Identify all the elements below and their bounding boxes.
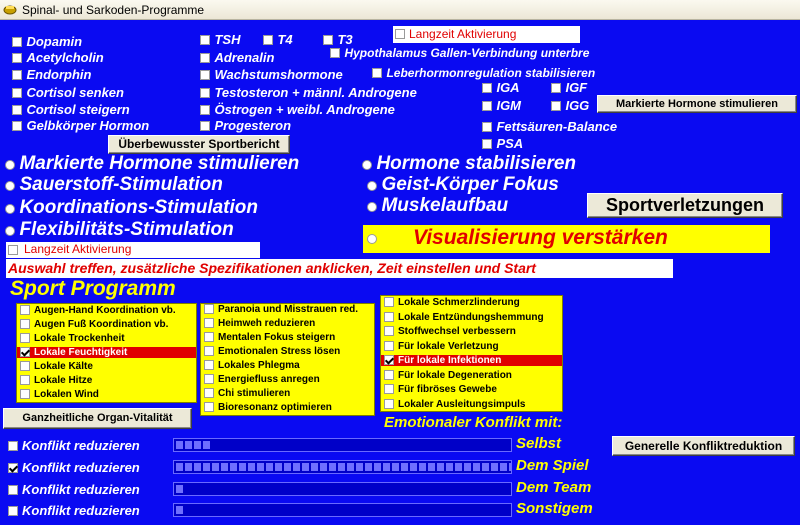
panel-option-label: Lokale Feuchtigkeit [34,347,128,358]
radio-button[interactable] [367,202,377,212]
checkbox[interactable] [204,304,214,314]
panel-option-label: Für lokale Degeneration [398,369,512,381]
checkbox[interactable] [200,53,210,63]
checkbox[interactable] [384,355,394,365]
panel-option-label: Energiefluss anregen [218,374,320,385]
panel-option-label: Lokale Schmerzlinderung [398,297,520,308]
progress-fill [176,485,183,493]
instruction-bar: Auswahl treffen, zusätzliche Spezifikationen anklicken, Zeit einstellen und Start [6,259,673,278]
panel-option[interactable] [20,305,176,316]
panel-option[interactable] [204,346,340,357]
checkbox[interactable] [20,319,30,329]
konflikt-label: Konflikt reduzieren [22,482,140,497]
igf-item[interactable]: IGF [551,79,587,97]
konflikt-progress-bar [173,438,512,452]
psa-item[interactable]: PSA [482,135,523,153]
radio-hormone-stabilisieren[interactable]: Hormone stabilisieren [362,153,576,175]
checkbox[interactable] [263,35,273,45]
hormone-item-t3[interactable]: T3 [323,31,353,49]
checkbox[interactable] [20,389,30,399]
panel-option[interactable] [384,399,525,410]
checkbox[interactable] [204,388,214,398]
panel-option-label: Lokalen Wind [34,389,99,400]
konflikt-label: Konflikt reduzieren [22,460,140,475]
checkbox[interactable] [384,370,394,380]
radio-button[interactable] [5,204,15,214]
panel-option[interactable] [20,389,99,400]
checkbox[interactable] [200,35,210,45]
checkbox[interactable] [482,101,492,111]
radio-markierte-hormone[interactable]: Markierte Hormone stimulieren [5,153,299,175]
checkbox[interactable] [12,88,22,98]
checkbox[interactable] [20,361,30,371]
panel-option-label: Augen-Hand Koordination vb. [34,305,176,316]
radio-button[interactable] [5,181,15,191]
konfliktreduktion-button[interactable]: Generelle Konfliktreduktion [612,436,795,456]
checkbox[interactable] [482,139,492,149]
checkbox[interactable] [482,122,492,132]
panel-option-label: Lokale Entzündungshemmung [398,311,544,323]
panel-option-label: Stoffwechsel verbessern [398,326,516,337]
checkbox[interactable] [200,70,210,80]
panel-option-label: Bioresonanz optimieren [218,402,332,413]
visualisierung-option[interactable]: Visualisierung verstärken [363,225,770,253]
checkbox[interactable] [12,70,22,80]
radio-button[interactable] [367,181,377,191]
panel-option-label: Paranoia und Misstrauen red. [218,304,359,315]
panel-option-label: Emotionalen Stress lösen [218,346,341,357]
radio-button[interactable] [5,160,15,170]
panel-option[interactable] [204,360,300,371]
radio-button[interactable] [5,226,15,236]
hormone-item[interactable]: Östrogen + weibl. Androgene [200,101,395,119]
panel-option[interactable] [20,361,93,372]
checkbox[interactable] [204,332,214,342]
langzeit-top-box[interactable]: Langzeit Aktivierung [393,26,580,43]
app-icon [3,3,17,15]
radio-button[interactable] [367,234,377,244]
checkbox[interactable] [20,333,30,343]
konflikt-label: Konflikt reduzieren [22,503,140,518]
hormone-item[interactable]: Progesteron [200,117,291,135]
window-title: Spinal- und Sarkoden-Programme [22,3,205,17]
panel-option-label: Augen Fuß Koordination vb. [34,319,169,330]
organ-vitalitaet-button[interactable]: Ganzheitliche Organ-Vitalität [3,408,192,429]
panel-option-label: Mentalen Fokus steigern [218,332,336,343]
panel-option[interactable] [17,347,196,358]
hormone-item[interactable]: Testosteron + männl. Androgene [200,84,417,102]
konflikt-label: Konflikt reduzieren [22,438,140,453]
igm-item[interactable]: IGM [482,97,521,115]
panel-option[interactable] [384,326,516,337]
panel-option-label: Lokale Hitze [34,375,93,386]
hormone-item-tsh[interactable]: TSH [200,31,240,49]
hormone-item[interactable]: Gelbkörper Hormon [12,117,149,135]
checkbox[interactable] [384,384,394,394]
konflikt-row[interactable] [8,502,140,520]
igg-item[interactable]: IGG [551,97,589,115]
konflikt-progress-bar [173,460,512,474]
panel-option[interactable] [204,402,332,413]
checkbox[interactable] [8,485,18,495]
radio-flexibilitaet[interactable]: Flexibilitäts-Stimulation [5,219,234,241]
checkbox[interactable] [384,341,394,351]
sport-programm-heading: Sport Programm [10,277,176,300]
checkbox[interactable] [8,506,18,516]
hormone-item[interactable]: Cortisol senken [12,84,124,102]
iga-item[interactable]: IGA [482,79,520,97]
hormone-item[interactable]: Acetylcholin [12,49,104,67]
panel-option-label: Für fibröses Gewebe [398,384,497,395]
checkbox[interactable] [204,318,214,328]
konflikt-target: Sonstigem [516,500,593,517]
radio-geist-koerper[interactable]: Geist-Körper Fokus [367,174,559,196]
hormone-item[interactable]: Cortisol steigern [12,101,130,119]
radio-sauerstoff[interactable]: Sauerstoff-Stimulation [5,174,223,196]
hormone-item[interactable]: Endorphin [12,66,91,84]
panel-option[interactable] [20,375,92,386]
emotional-conflict-heading: Emotionaler Konflikt mit: [384,414,563,431]
checkbox[interactable] [200,105,210,115]
panel-option-label: Chi stimulieren [218,388,291,399]
markierte-hormone-button[interactable]: Markierte Hormone stimulieren [597,95,797,113]
panel-option[interactable] [204,374,320,385]
panel-option[interactable] [384,341,499,352]
panel-option[interactable] [204,304,358,315]
radio-button[interactable] [362,160,372,170]
panel-option-label: Lokaler Ausleitungsimpuls [398,398,526,410]
konflikt-row[interactable] [8,459,140,477]
konflikt-target: Dem Spiel [516,457,589,474]
title-bar [0,0,800,20]
checkbox[interactable] [384,312,394,322]
checkbox[interactable] [8,441,18,451]
panel-option-label: Lokale Trockenheit [34,333,125,344]
panel-option[interactable] [384,370,512,381]
konflikt-row[interactable] [8,481,140,499]
hormone-item[interactable]: Dopamin [12,33,82,51]
panel-option[interactable] [204,332,335,343]
hypothalamus-item[interactable]: Hypothalamus Gallen-Verbindung unterbre [330,44,589,62]
hormone-item-t4[interactable]: T4 [263,31,293,49]
checkbox[interactable] [12,53,22,63]
leber-item[interactable]: Leberhormonregulation stabilisieren [372,64,595,82]
panel-koordination [16,303,197,403]
panel-option-label: Lokales Phlegma [218,360,300,371]
checkbox[interactable] [12,37,22,47]
panel-option[interactable] [204,318,315,329]
progress-fill [176,506,183,514]
progress-fill [176,463,511,471]
panel-option[interactable] [204,388,290,399]
sportverletzungen-button[interactable]: Sportverletzungen [587,193,783,218]
panel-option[interactable] [381,355,562,366]
checkbox[interactable] [482,83,492,93]
panel-option[interactable] [384,297,520,308]
konflikt-progress-bar [173,482,512,496]
sportbericht-button[interactable]: Überbewusster Sportbericht [108,135,290,154]
checkbox[interactable] [20,305,30,315]
checkbox[interactable] [204,374,214,384]
checkbox[interactable] [12,105,22,115]
checkbox[interactable] [384,399,394,409]
checkbox[interactable] [384,297,394,307]
panel-option-label: Für lokale Verletzung [398,340,499,352]
checkbox[interactable] [12,121,22,131]
panel-option-label: Lokale Kälte [34,361,93,372]
panel-option[interactable] [20,319,168,330]
langzeit-bottom-checkbox[interactable] [8,245,18,255]
checkbox[interactable] [204,360,214,370]
checkbox[interactable] [372,68,382,78]
langzeit-top-checkbox[interactable] [395,29,405,39]
checkbox[interactable] [330,48,340,58]
checkbox[interactable] [204,346,214,356]
konflikt-target: Dem Team [516,479,592,496]
langzeit-bottom-box[interactable]: Langzeit Aktivierung [6,242,260,258]
checkbox[interactable] [20,347,30,357]
radio-muskelaufbau[interactable]: Muskelaufbau [367,195,508,217]
fettsaeure-item[interactable]: Fettsäuren-Balance [482,118,617,136]
checkbox[interactable] [204,402,214,412]
hormone-item[interactable]: Adrenalin [200,49,274,67]
checkbox[interactable] [551,101,561,111]
konflikt-progress-bar [173,503,512,517]
checkbox[interactable] [200,121,210,131]
konflikt-row[interactable] [8,437,140,455]
hormone-item[interactable]: Wachstumshormone [200,66,343,84]
checkbox[interactable] [200,88,210,98]
panel-option-label: Heimweh reduzieren [218,318,316,329]
checkbox[interactable] [551,83,561,93]
panel-option[interactable] [384,384,497,395]
progress-fill [176,441,210,449]
panel-mental [200,303,375,416]
panel-option[interactable] [384,312,544,323]
checkbox[interactable] [8,463,18,473]
radio-koordination[interactable]: Koordinations-Stimulation [5,197,258,219]
konflikt-target: Selbst [516,435,562,452]
panel-lokal [380,295,563,412]
panel-option-label: Für lokale Infektionen [398,355,502,366]
panel-option[interactable] [20,333,125,344]
checkbox[interactable] [20,375,30,385]
checkbox[interactable] [384,326,394,336]
